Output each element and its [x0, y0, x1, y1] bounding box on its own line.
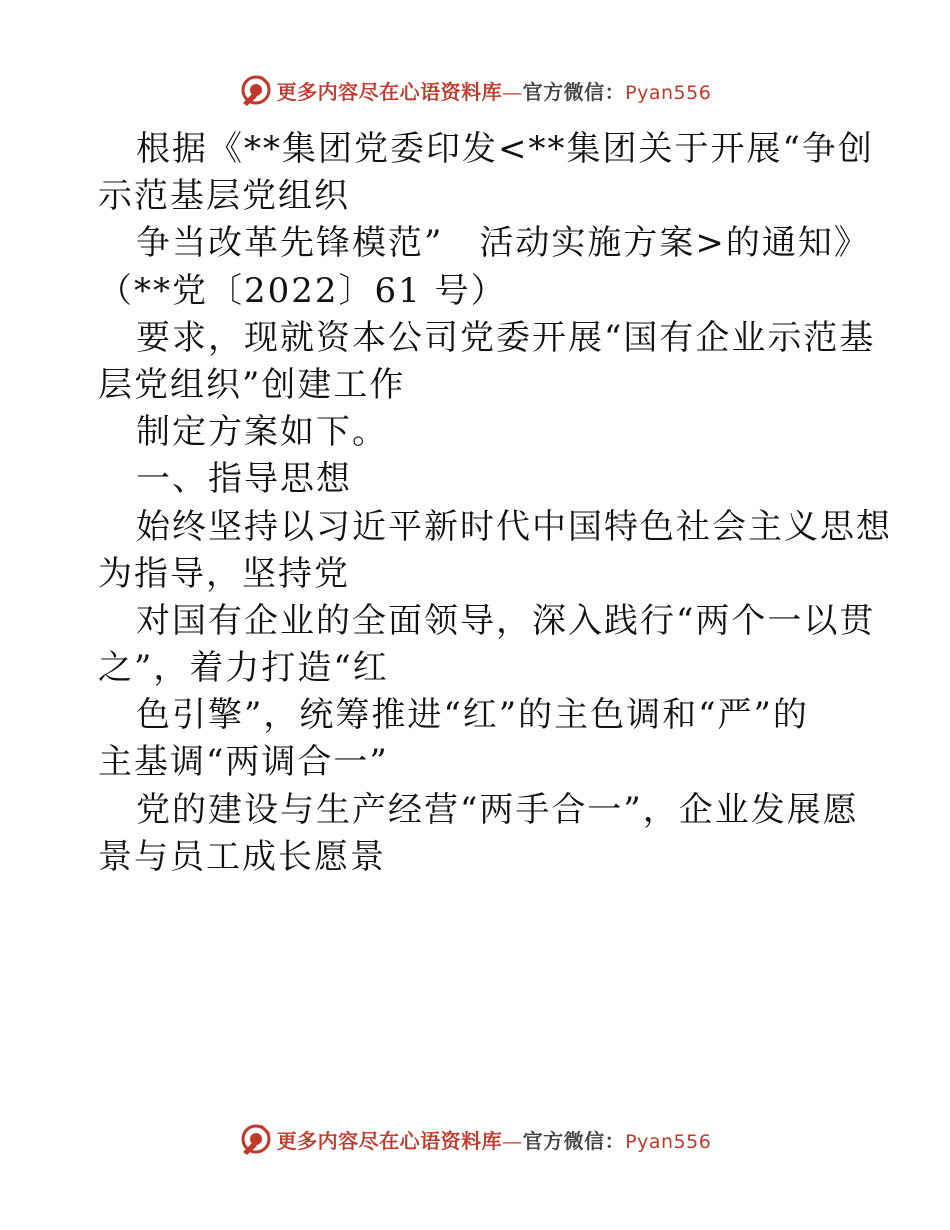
body-line: 为指导，坚持党 [98, 553, 350, 594]
body-line: （**党〔2022〕61 号） [98, 270, 507, 311]
body-line: 争当改革先锋模范” 活动实施方案>的通知》 [136, 223, 870, 264]
header-watermark [0, 72, 950, 108]
body-line: 对国有企业的全面领导，深入践行“两个一以贯 [136, 600, 876, 641]
body-line: 景与员工成长愿景 [98, 836, 386, 877]
pen-logo-icon [239, 1122, 273, 1156]
pen-logo-icon [239, 73, 273, 107]
document-body [98, 126, 892, 881]
watermark-main-text: 更多内容尽在心语资料库 [276, 79, 503, 104]
body-line: 之”，着力打造“红 [98, 648, 389, 689]
body-line: 色引擎”，统筹推进“红”的主色调和“严”的 [136, 695, 809, 736]
watermark-dash: — [502, 79, 523, 104]
watermark-label: 官方微信： [522, 1128, 626, 1153]
body-line: 层党组织”创建工作 [98, 364, 406, 405]
body-line: 示范基层党组织 [98, 176, 350, 217]
watermark-main-text: 更多内容尽在心语资料库 [276, 1128, 503, 1153]
section-heading: 一、指导思想 [136, 459, 352, 500]
footer-watermark [0, 1121, 950, 1157]
watermark-label: 官方微信： [522, 79, 626, 104]
body-line: 要求，现就资本公司党委开展“国有企业示范基 [136, 317, 876, 358]
watermark-dash: — [502, 1128, 523, 1153]
watermark-wechat-id: Pyan556 [625, 81, 712, 104]
body-line: 党的建设与生产经营“两手合一”，企业发展愿 [136, 789, 859, 830]
body-line: 始终坚持以习近平新时代中国特色社会主义思想 [136, 506, 892, 547]
body-line: 主基调“两调合一” [98, 742, 389, 783]
watermark-wechat-id: Pyan556 [625, 1130, 712, 1153]
body-line: 制定方案如下。 [136, 412, 388, 453]
body-line: 根据《**集团党委印发<**集团关于开展“争创 [136, 129, 874, 169]
